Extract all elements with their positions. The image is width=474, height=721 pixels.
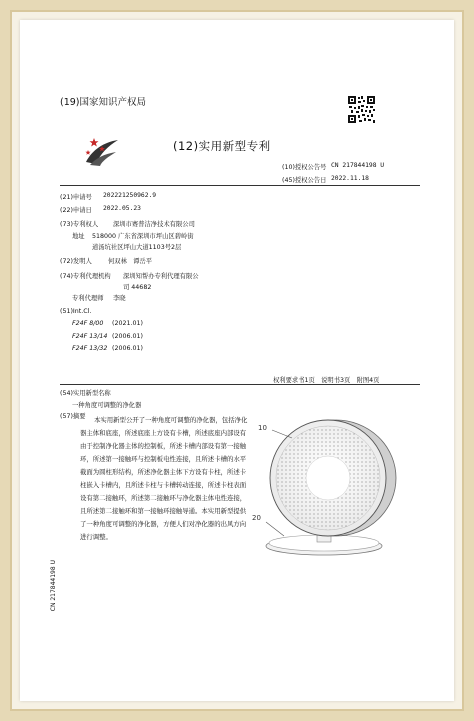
inventor-label: (72)发明人 bbox=[60, 258, 92, 265]
pub-no-label: (10)授权公告号 bbox=[282, 164, 327, 171]
app-date-label: (22)申请日 bbox=[60, 207, 92, 214]
ipc-ver-3: (2006.01) bbox=[112, 345, 143, 352]
agency-label: (74)专利代理机构 bbox=[60, 273, 111, 280]
pub-date-value: 2022.11.18 bbox=[331, 175, 369, 182]
ipc-code-3: F24F 13/32 bbox=[72, 345, 108, 352]
app-no-label: (21)申请号 bbox=[60, 194, 92, 201]
agent-label: 专利代理师 bbox=[72, 295, 104, 302]
utility-model-title: 一种角度可调整的净化器 bbox=[72, 402, 142, 409]
address-line-1: 518000 广东省深圳市坪山区碧岭街 bbox=[92, 233, 194, 240]
abstract-text: 本实用新型公开了一种角度可调整的净化器，包括净化器主体和底座，所述底座上方设有卡槽，所述底座内部设有由于控制净化器主体的控制板，所述卡槽内部设有第一接触环，所述第一接触环与控制板电性连接，且所述卡槽的水平截面为圆柱形结构，所述净化器主体下方设有卡柱，所述卡柱嵌入卡槽内，且所述卡柱与卡槽转动连接，所述卡柱表面设有第二接触环，所述第二接触环与净化器主体电性连接，且所述第二接触环和第一接触环接触导通。本实用新型提供了一种角度可调整的净化器，方便人们对净化器的出风方向进行调整。 bbox=[80, 416, 248, 541]
abstract-label: (57)摘要 bbox=[60, 413, 86, 420]
side-publication-number: CN 217844198 U bbox=[50, 560, 57, 612]
ipc-label: (51)Int.Cl. bbox=[60, 308, 92, 315]
pub-no-value: CN 217844198 U bbox=[331, 162, 385, 169]
ipc-code-1: F24F 8/00 bbox=[72, 320, 104, 327]
middle-rule bbox=[60, 384, 420, 385]
agency-line-2: 司 44682 bbox=[123, 284, 152, 291]
purifier-figure bbox=[244, 416, 416, 566]
document-type: (12)实用新型专利 bbox=[173, 139, 271, 153]
patent-page bbox=[20, 20, 454, 701]
header-rule bbox=[60, 185, 420, 186]
qr-code-icon bbox=[348, 96, 375, 123]
pub-date-label: (45)授权公告日 bbox=[282, 177, 327, 184]
ipc-ver-2: (2006.01) bbox=[112, 333, 143, 340]
page-counts: 权利要求书1页 说明书3页 附图4页 bbox=[273, 377, 380, 384]
app-date-value: 2022.05.23 bbox=[103, 205, 141, 212]
app-no-value: 202221250962.9 bbox=[103, 192, 157, 199]
patentee-label: (73)专利权人 bbox=[60, 221, 99, 228]
patentee-value: 深圳市赛普洁净技术有限公司 bbox=[113, 221, 195, 228]
title-label: (54)实用新型名称 bbox=[60, 390, 111, 397]
inventor-value: 何双林 谭岳平 bbox=[108, 258, 153, 265]
address-label: 地址 bbox=[72, 233, 85, 240]
agent-value: 李晓 bbox=[113, 295, 126, 302]
office-name: (19)国家知识产权局 bbox=[60, 97, 147, 108]
cnipa-emblem-icon bbox=[82, 132, 122, 168]
ipc-code-2: F24F 13/14 bbox=[72, 333, 108, 340]
figure-label-20: 20 bbox=[252, 514, 261, 522]
address-line-2: 道汤坑社区坪山大道1103号2层 bbox=[92, 244, 182, 251]
ipc-ver-1: (2021.01) bbox=[112, 320, 143, 327]
agency-line-1: 深圳知帮办专利代理有限公 bbox=[123, 273, 199, 280]
figure-label-10: 10 bbox=[258, 424, 267, 432]
